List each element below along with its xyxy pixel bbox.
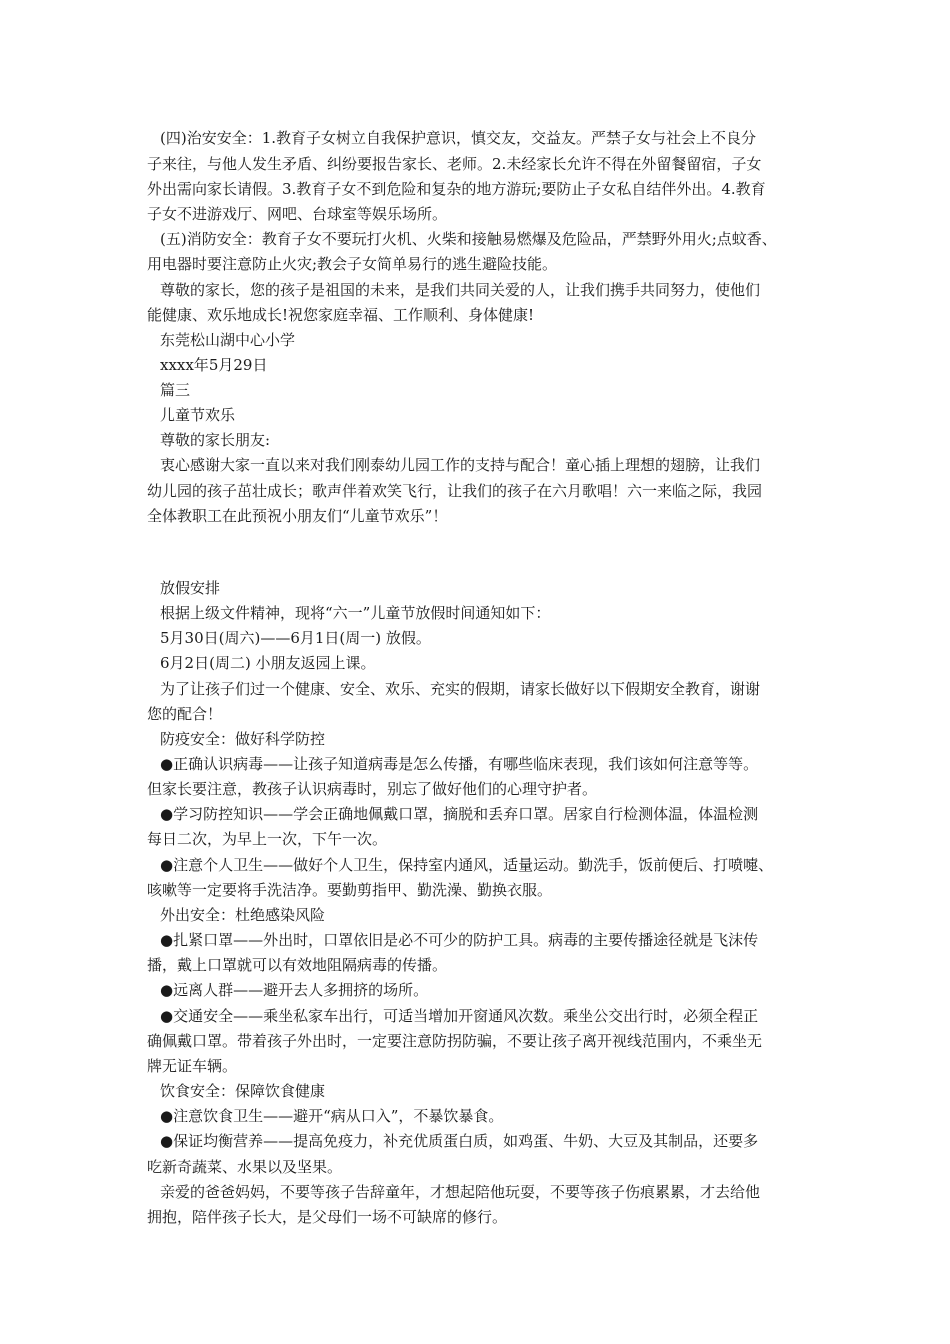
paragraph-line: 您的配合！ <box>147 705 223 723</box>
paragraph-line: 尊敬的家长，您的孩子是祖国的未来，是我们共同关爱的人，让我们携手共同努力，使他们 <box>160 281 761 299</box>
paragraph-line: 外出需向家长请假。3.教育子女不到危险和复杂的地方游玩;要防止子女私自结伴外出。4.教育 <box>147 180 766 198</box>
paragraph-line: 播，戴上口罩就可以有效地阻隔病毒的传播。 <box>147 956 448 974</box>
subsection-heading: 饮食安全：保障饮食健康 <box>160 1082 326 1100</box>
paragraph-line: 吃新奇蔬菜、水果以及坚果。 <box>147 1158 343 1176</box>
subsection-heading: 外出安全：杜绝感染风险 <box>160 906 326 924</box>
paragraph-line: 拥抱，陪伴孩子长大，是父母们一场不可缺席的修行。 <box>147 1208 508 1226</box>
bullet-item: ●学习防控知识——学会正确地佩戴口罩，摘脱和丢弃口罩。居家自行检测体温，体温检测 <box>160 805 759 823</box>
article-title: 儿童节欢乐 <box>160 406 236 424</box>
paragraph-line: 咳嗽等一定要将手洗洁净。要勤剪指甲、勤洗澡、勤换衣服。 <box>147 881 553 899</box>
bullet-item: ●扎紧口罩——外出时，口罩依旧是必不可少的防护工具。病毒的主要传播途径就是飞沫传 <box>160 931 759 949</box>
bullet-item: ●远离人群——避开去人多拥挤的场所。 <box>160 981 429 999</box>
paragraph-line: 但家长要注意，教孩子认识病毒时，别忘了做好他们的心理守护者。 <box>147 780 598 798</box>
paragraph-line: 为了让孩子们过一个健康、安全、欢乐、充实的假期，请家长做好以下假期安全教育，谢谢 <box>160 680 761 698</box>
paragraph-line: 能健康、欢乐地成长!祝您家庭幸福、工作顺利、身体健康! <box>147 306 535 324</box>
bullet-item: ●保证均衡营养——提高免疫力，补充优质蛋白质，如鸡蛋、牛奶、大豆及其制品，还要多 <box>160 1132 759 1150</box>
bullet-item: ●交通安全——乘坐私家车出行，可适当增加开窗通风次数。乘坐公交出行时，必须全程正 <box>160 1007 759 1025</box>
bullet-item: ●注意饮食卫生——避开“病从口入”，不暴饮暴食。 <box>160 1107 504 1125</box>
paragraph-line: 确佩戴口罩。带着孩子外出时，一定要注意防拐防骗，不要让孩子离开视线范围内，不乘坐无 <box>147 1032 763 1050</box>
bullet-item: ●正确认识病毒——让孩子知道病毒是怎么传播，有哪些临床表现，我们该如何注意等等。 <box>160 755 759 773</box>
paragraph-line: 根据上级文件精神，现将“六一”儿童节放假时间通知如下： <box>160 604 551 622</box>
paragraph-line: 用电器时要注意防止火灾;教会子女简单易行的逃生避险技能。 <box>147 255 558 273</box>
paragraph-line: 6月2日(周二) 小朋友返园上课。 <box>160 654 376 672</box>
paragraph-line: 每日二次，为早上一次，下午一次。 <box>147 830 388 848</box>
paragraph-line: 子来往，与他人发生矛盾、纠纷要报告家长、老师。2.未经家长允许不得在外留餐留宿，子女 <box>147 155 762 173</box>
bullet-item: ●注意个人卫生——做好个人卫生，保持室内通风，适量运动。勤洗手，饭前便后、打喷嚏、 <box>160 856 774 874</box>
paragraph-line: 5月30日(周六)——6月1日(周一) 放假。 <box>160 629 431 647</box>
salutation: 尊敬的家长朋友: <box>160 431 271 449</box>
paragraph-line: 亲爱的爸爸妈妈，不要等孩子告辞童年，才想起陪他玩耍，不要等孩子伤痕累累，才去给他 <box>160 1183 761 1201</box>
paragraph-line: 牌无证车辆。 <box>147 1057 238 1075</box>
paragraph-line: 子女不进游戏厅、网吧、台球室等娱乐场所。 <box>147 205 448 223</box>
signature-org: 东莞松山湖中心小学 <box>160 331 296 349</box>
paragraph-line: 全体教职工在此预祝小朋友们“儿童节欢乐”！ <box>147 507 448 525</box>
paragraph-line: (四)治安安全：1.教育子女树立自我保护意识，慎交友，交益友。严禁子女与社会上不良分 <box>160 129 757 147</box>
paragraph-line: (五)消防安全：教育子女不要玩打火机、火柴和接触易燃爆及危险品，严禁野外用火;点蚊香、 <box>160 230 777 248</box>
section-heading: 放假安排 <box>160 579 221 597</box>
paragraph-line: 衷心感谢大家一直以来对我们刚泰幼儿园工作的支持与配合！童心插上理想的翅膀，让我们 <box>160 456 761 474</box>
signature-date: xxxx年5月29日 <box>160 356 268 374</box>
paragraph-line: 幼儿园的孩子茁壮成长；歌声伴着欢笑飞行，让我们的孩子在六月歌唱！六一来临之际，我园 <box>147 482 763 500</box>
section-heading: 篇三 <box>160 381 191 399</box>
subsection-heading: 防疫安全：做好科学防控 <box>160 730 326 748</box>
